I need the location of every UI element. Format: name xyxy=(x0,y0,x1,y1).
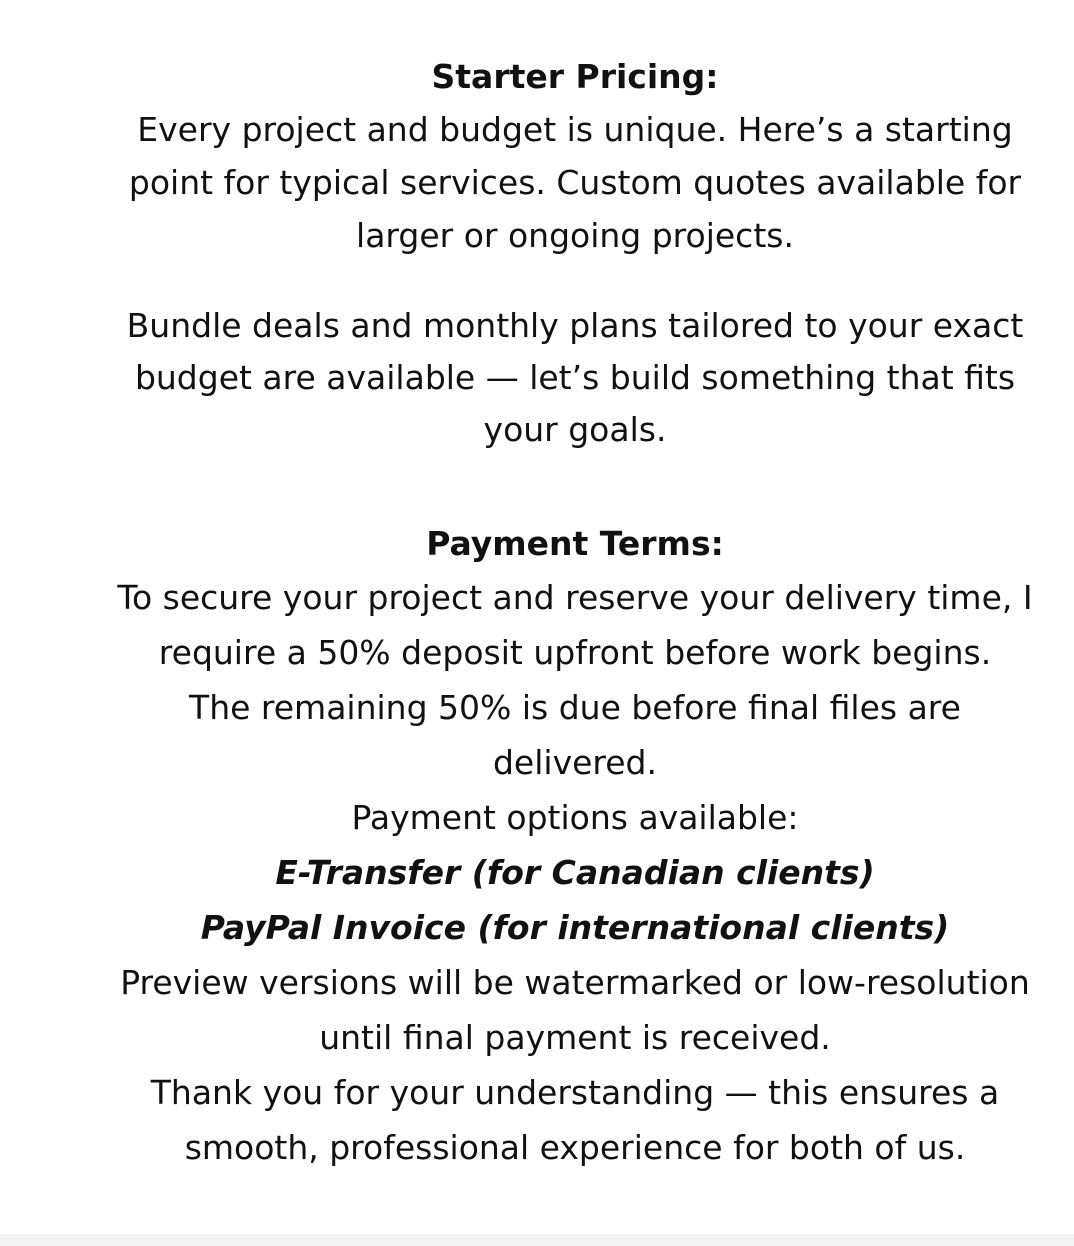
payment-option-etransfer: E-Transfer (for Canadian clients) xyxy=(275,853,875,892)
payment-options-intro: Payment options available: xyxy=(351,798,799,837)
bundle-deals-text: Bundle deals and monthly plans tailored to your exact budget are available — let’s build something that fits your goals. xyxy=(126,306,1024,449)
page-bottom-band xyxy=(0,1234,1074,1246)
preview-watermark-text: Preview versions will be watermarked or low-resolution until final payment is received. xyxy=(120,963,1030,1057)
starter-pricing-text: Every project and budget is unique. Here’s a starting point for typical services. Custom quotes available for larger or ongoing projects. xyxy=(128,110,1022,255)
remaining-balance-text: The remaining 50% is due before final files are delivered. xyxy=(189,688,961,782)
thank-you-text: Thank you for your understanding — this ensures a smooth, professional experience for both of us. xyxy=(150,1073,1000,1167)
starter-pricing-section xyxy=(115,50,1035,456)
payment-terms-section xyxy=(115,517,1035,1175)
payment-terms-heading: Payment Terms: xyxy=(426,524,724,563)
payment-option-paypal: PayPal Invoice (for international clients) xyxy=(200,908,950,947)
deposit-text: To secure your project and reserve your delivery time, I require a 50% deposit upfront before work begins. xyxy=(117,578,1033,672)
starter-pricing-heading: Starter Pricing: xyxy=(431,57,719,96)
